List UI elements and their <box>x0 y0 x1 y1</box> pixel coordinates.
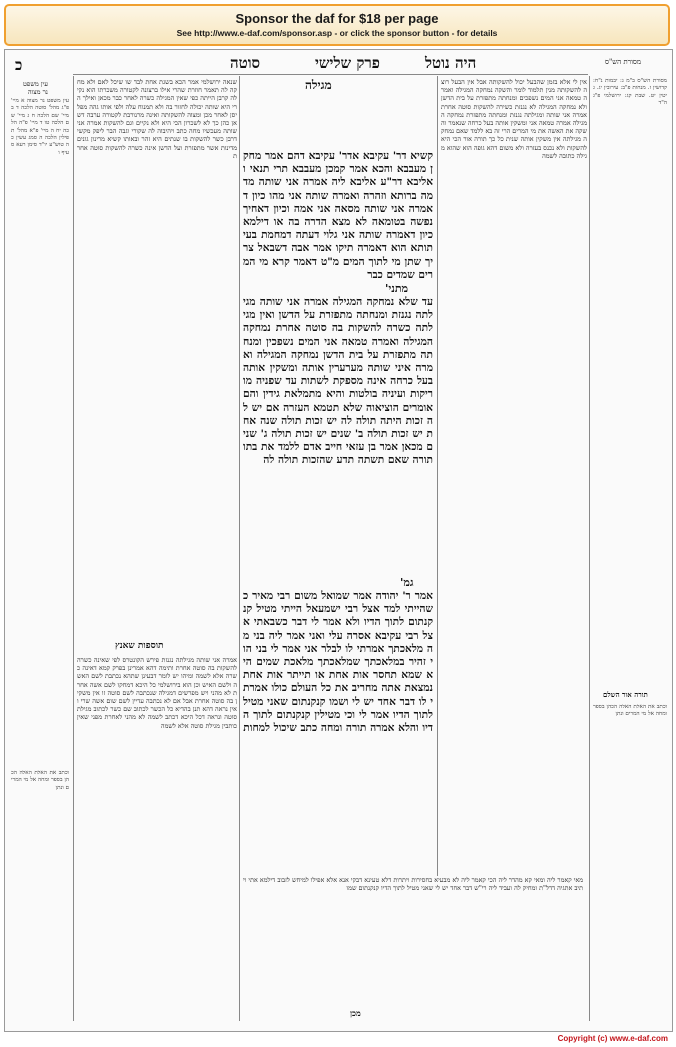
sponsor-subtitle[interactable]: See http://www.e-daf.com/sponsor.asp - or click the sponsor button - for details <box>176 28 498 38</box>
tosafot-heading: תוספות שאנץ <box>115 641 164 651</box>
rashi-text: שנאה ירושלמי אמר הכא בשגת אחת לבד שו שיכל לאם ולא מחקה לה תאמר חוזרת שהרי אילו ברצונה לקטורה משכרתו הוא נקי לה קרבן הייתה כפי שאין המגילה כשרה לאחר כבר מכאן ואילך הרי היא שותה יכולה לחזור בה ולא תמנוח עלה ולפי אותו גהה מפליסן לאחר מכן ומצוה להשקותה ואינה מרנורבת לקטורה ערבה דשאן כהן כך לא לשכרון הכי היא ולא נקיים וגם להשקות אמרה אני שותה מעכשיו מחה כתב ויהיבוה לה שקורי וגבה הבר ליפק מקשי דרבן כשר להשקות בו שנתים היא זהר ובאותו קשיא מרינון גונים מדינות אשר מתפזרת ועל הדשן אינה כשרה להשקות סוטה אחרת <box>77 78 237 160</box>
matnitin-label: מתני' <box>385 282 409 295</box>
ein-mishpat-heading: עין משפט נר מצוה <box>23 80 48 96</box>
chapter-number: פרק שלישי <box>315 54 380 72</box>
main-left-divider <box>239 76 240 1021</box>
left-margin-divider <box>73 76 74 1021</box>
tractate-name: סוטה <box>230 54 261 72</box>
main-right-divider <box>437 76 438 876</box>
header-rule <box>73 74 588 75</box>
ein-mishpat-text: עין משפט נר מצוה א מיי' פ"ג מהל' סוטה הלכה ד ב מיי' שם הלכה ח ג מיי' שם הלכה טו ד מיי' פ"ה הלכה יח ה מיי' פ"א מהל' תפילין הלכה ה סמג עשין כה טוש"ע יו"ד סימן רעא סעיף ו <box>11 98 69 156</box>
main-paragraph-2: עד שלא נמחקה המגילה אמרה אני שותה מגילתה נגנזת ומנחתה מתפזרת על הדשן ואין מגילתה כשרה להשקות בה סוטה אחרת נמחקה המגילה ואמרה טמאה אני המים נשפכין ומנחתה מתפזרת על בית הדשן נמחקה המגילה ואמרה איני שותה מערערין אותה ומשקין אותה בעל כרחה אינה מספקת לשתות עד שפניה מוריקות ועיניה בולטות והיא מתמלאת גידין והם אומרים הוציאוה שלא תטמא העזרה אם יש לה זכות היתה תולה לה יש זכות תולה שנה אחת יש זכות תולה ב' שנים יש זכות תולה ג' שנים מכאן אמר בן עזאי חייב אדם ללמד את בתו תורה שאם תשתה תדע שהזכות תולה לה <box>243 296 433 467</box>
talmud-page <box>4 49 673 1032</box>
closing-word: מכן <box>350 1008 361 1018</box>
chapter-name: היה נוטל <box>425 54 477 72</box>
right-margin-divider <box>589 76 590 1021</box>
torah-or-heading: תורה אור השלם <box>603 690 648 699</box>
sponsor-title[interactable]: Sponsor the daf for $18 per page <box>235 11 439 26</box>
right-commentary-text: אין לי אלא בזמן שהבעל יכול להשקותה אבל אין הבעל רוצה להשקותה מנין תלמוד לומר והשקה נמחקה המגילה ואמרה טמאה אני המים נשפכים ומנחתה מתפזרת על בית הדשן ולא נמחקה המגילה לא נגנזת כשירה להשקות סוטה אחרת אמרה אני שותה ומגילתה נגנזת ומנחתה מתפזרת נמחקה המגילה אמרה טמאה אני ומשקין אותה בעל כרחה שנאמר והשקה את האשה את מי המרים הרי זה בא ללמד שאם נמחקה מגילתה אין משקין אותה שנית כל כך תורה אור הכי היא להשקות ולא נכנס בעזרה ולא משום דהא גופה הוא שהוא מגילה כתובה לשמה <box>441 78 587 160</box>
main-paragraph-4: מאי קאמר ליה ומאי קא מהדר ליה הכי קאמר ליה לא מבעיא בחסירות ויתרות דלא טעינא דבקי אנא אלא אפילו למיחש לזבוב דילמא אתי ויתיב אתגיה דדל"ת ומחיק לה ועביד ליה רי"ש דבר אחד יש לי שאני מטיל לתוך הדיו קנקנתום שמו <box>243 876 583 893</box>
page-number: כ <box>15 56 23 74</box>
mesoret-text: מסורת הש"ס ב"מ ג: יבמות נ"ח: קדושין ז. מנחות פ"ב: עירובין יג. גיטין יט. שבת קג: ירושלמי פ"ג ה"ד <box>593 78 667 107</box>
tosafot-margin-notes: וכתב את האלת האלה הכהן בספר ומחה אל מי המרים ונתן <box>11 770 69 791</box>
mesoret-heading: מסורת הש"ס <box>605 58 642 66</box>
tosafot-text: אמרה אני שותה מגילתה נגנזת פירש הקונטרס לפי שאינה כשרה להשקות בה סוטה אחרת ותימה דהא אמרינן בפרק קמא דאינה כשרה אלא לשמה ומיהו יש לומר דבעינן שתהא נכתבת לשם האשה ולשם האיש וכן הוא בירושלמי כל היכא דמחקו לשם אשה אחרת לא מהני ויש מפרשים דמגילה שנכתבה לשם סוטה זו אין משקין בה סוטה אחרת אבל אם לא נכתבה עדיין לשם שום אשה שרי ואין נראה דהא תנן בהדיא כל הכשר לכתוב שם כשר לכתוב מגילת סוטה ונראה דכל היכא דכתב לשמה לא מהני לאחרת מפני שאין כותבין מגילת סוטה אלא לשמה <box>77 656 237 730</box>
sponsor-banner[interactable] <box>4 4 670 46</box>
gemara-label: גמ' <box>400 576 414 589</box>
torah-or-text: וכתב את האלת האלה הכהן בספר ומחה אל מי המרים ונתן <box>593 704 667 718</box>
main-paragraph-1: קשיא דר' עקיבא אדר' עקיבא דהם אמר מחקן מעבבא והכא אמר קמכן מעבבא תרי תנאי ואליבא דר"ע אליבא ליה אמרה אני שותה מדמה ברותא וזהרה ואמרה שותה אני מהו כיון דאמרה אני שותה מסאה אני אמה וכיון דאחיך נפשה בטומאה לא מצא הדרה בה או דילמא כיון דאמרה שותה אני גלוי דעתה דמחמת בעיתותא הוא דאמרה תיקו אמר אבה דשבאל צריך שתן מי לתוך המים מ"ט דאמר קרא מי המרים שמדים כבר <box>243 150 433 281</box>
copyright-notice[interactable]: Copyright (c) www.e-daf.com <box>557 1034 668 1043</box>
main-paragraph-3: אמר ר' יהודה אמר שמואל משום רבי מאיר כשהייתי למד אצל רבי ישמעאל הייתי מטיל קנקנתום לתוך הדיו ולא אמר לי דבר כשבאתי אצל רבי עקיבא אסרה עלי ואני אמר ליה בני מה מלאכתך אמרתי לו לבלר אני אמר לי בני הוי זהיר במלאכתך שמלאכתך מלאכת שמים היא שמא תחסר אות אחת או תייתר אות אחת נמצאת אתה מחריב את כל העולם כולו אמרתי לו דבר אחד יש לי ושמו קנקנתום שאני מטיל לתוך הדיו אמר לי וכי מטילין קנקנתום לתוך הדיו והלא אמרה תורה ומחה כתב שיכול למחות <box>243 590 433 735</box>
main-opening-word: מגילה <box>305 78 332 92</box>
